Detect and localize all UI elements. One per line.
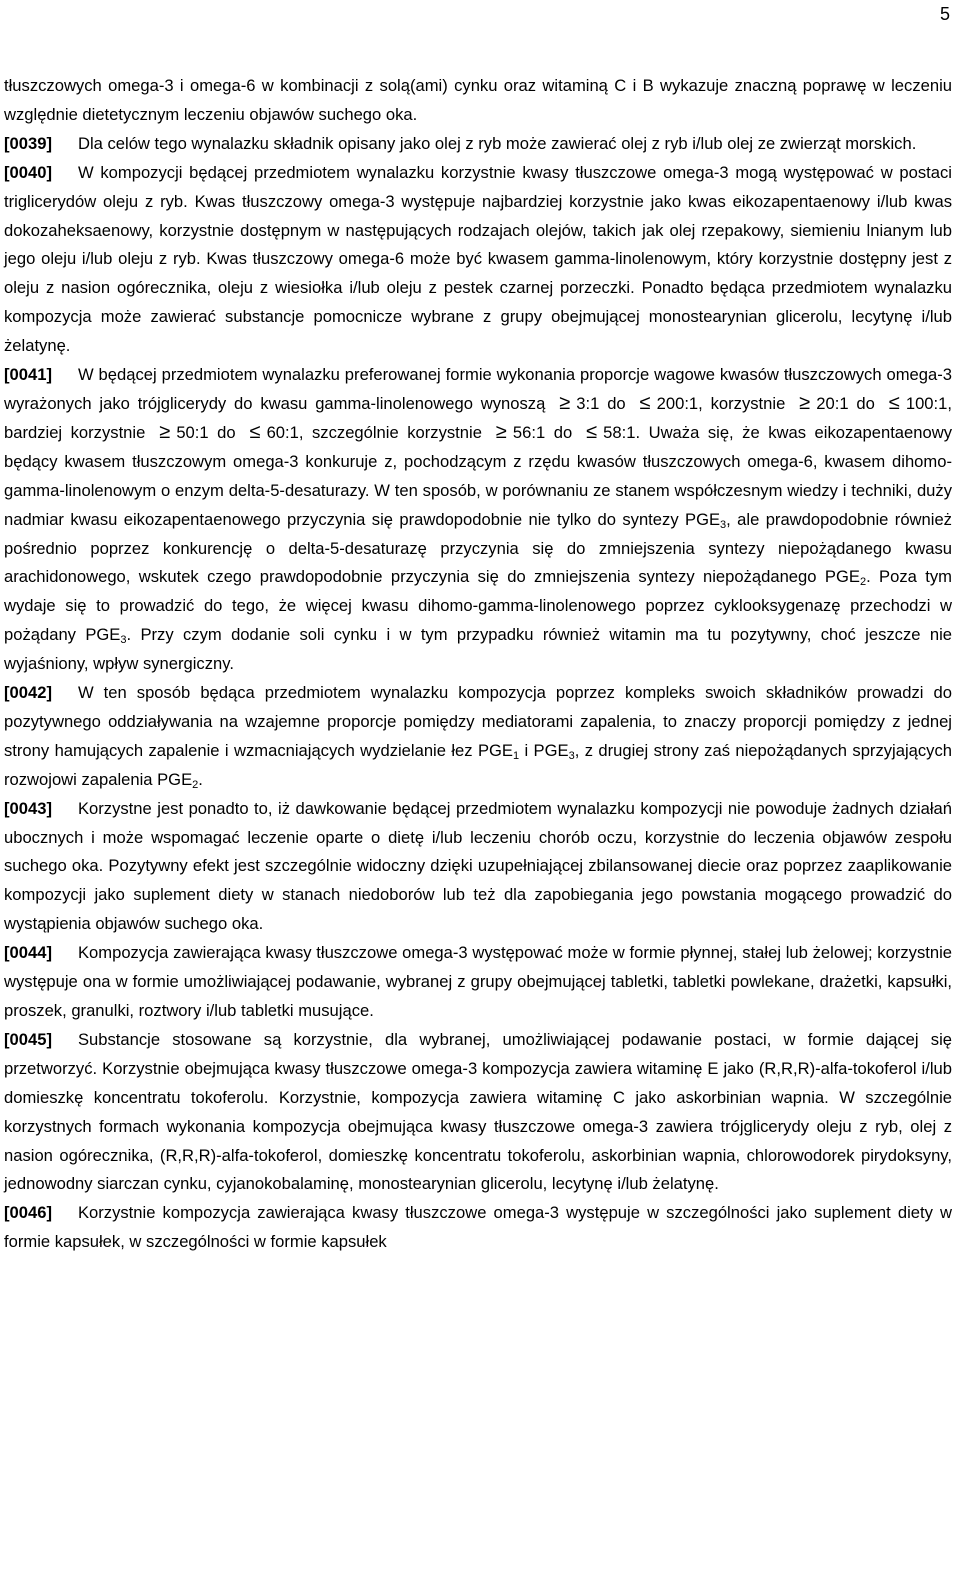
paragraph-0042 — [4, 679, 952, 795]
paragraph-0040 — [4, 159, 952, 361]
paragraph-0043 — [4, 795, 952, 940]
paragraph-number: [0044] — [4, 943, 52, 963]
ratio-ge-2: ≥ 20:1 do — [785, 394, 875, 413]
page-number: 5 — [940, 4, 951, 24]
subscript: 1 — [512, 749, 520, 762]
paragraph-text: . Poza tym wydaje się to prowadzić do tego, że więcej kwasu dihomo-gamma-linolenowego poprzez cyklooksygenazę przechodzi w pożądany PGE — [4, 567, 952, 645]
paragraph-number: [0039] — [4, 133, 52, 153]
paragraph-intro: tłuszczowych omega-3 i omega-6 w kombinacji z solą(ami) cynku oraz witaminą C i B wykazuje znaczną poprawę w leczeniu względnie dietetycznym leczeniu objawów suchego oka. — [4, 76, 952, 124]
paragraph-0044 — [4, 939, 952, 1026]
paragraph-number: [0040] — [4, 162, 52, 182]
paragraph-number: [0043] — [4, 798, 52, 818]
paragraph-0039 — [4, 130, 952, 159]
paragraph-0046 — [4, 1199, 952, 1257]
paragraph-text: W ten sposób będąca przedmiotem wynalazku kompozycja poprzez kompleks swoich składników prowadzi do pozytywnego oddziaływania na wzajemne proporcje pomiędzy mediatorami zapalenia, to znaczy proporcji pomiędzy z jednej strony hamujących zapalenie i wzmacniających wydzielanie łez PGE — [4, 683, 952, 760]
paragraph-0045 — [4, 1026, 952, 1199]
ratio-le-1: ≤ 200:1, korzystnie — [626, 394, 786, 413]
subscript: 3 — [120, 634, 127, 647]
ratio-ge-1: ≥ 3:1 do — [545, 394, 625, 413]
paragraph-number: [0045] — [4, 1029, 52, 1049]
paragraph-text: Korzystne jest ponadto to, iż dawkowanie będącej przedmiotem wynalazku kompozycji nie powoduje żadnych działań ubocznych i może wspomagać leczenie oparte o dietę i/lub leczeniu chorób oczu, korzystnie do leczenia objawów zespołu suchego oka. Pozytywny efekt jest szczególnie widoczny dzięki uzupełniającej zbilansowanej diecie oraz poprzez zaaplikowanie kompozycji jako suplement diety w stanach niedoborów lub też dla zapobiegania jego powstania mogącego prowadzić do wystąpienia objawów suchego oka. — [4, 798, 952, 934]
ratio-le-2: ≤ 100:1, bardziej korzystnie — [4, 394, 952, 442]
paragraph-text: . Przy czym dodanie soli cynku i w tym przypadku również witamin ma tu pozytywny, choć jeszcze nie wyjaśniony, wpływ synergiczny. — [4, 625, 952, 674]
paragraph-text: W kompozycji będącej przedmiotem wynalazku korzystnie kwasy tłuszczowe omega-3 mogą występować w postaci triglicerydów oleju z ryb. Kwas tłuszczowy omega-3 występuje najbardziej korzystnie jako kwas eikozapentaenowy i/lub kwas dokozaheksaenowy, korzystnie dostępnym w następujących rodzajach olejów, takich jak olej rzepakowy, siemieniu lnianym lub jego oleju i/lub oleju z ryb. Kwas tłuszczowy omega-6 może być kwasem gamma-linolenowym, który korzystnie dostępny jest z oleju z nasion ogórecznika, oleju z wiesiołka i/lub oleju z pestek czarnej porzeczki. Ponadto będąca przedmiotem wynalazku kompozycja może zawierać substancje pomocnicze wybrane z grupy obejmującej monostearynian glicerolu, lecytynę i/lub żelatynę. — [4, 162, 952, 356]
ratio-ge-4: ≥ 56:1 do — [482, 423, 572, 442]
paragraph-text: Korzystnie kompozycja zawierająca kwasy tłuszczowe omega-3 występuje w szczególności jako suplement diety w formie kapsułek, w szczególności w formie kapsułek — [4, 1203, 952, 1252]
paragraph-text: Kompozycja zawierająca kwasy tłuszczowe omega-3 występować może w formie płynnej, stałej lub żelowej; korzystnie występuje ona w formie umożliwiającej podawanie, wybranej z grupy obejmującej tabletki, tabletki powlekane, drażetki, kapsułki, proszek, granulki, roztwory i/lub tabletki musujące. — [4, 943, 952, 1020]
ratio-ge-3: ≥ 50:1 do — [145, 423, 235, 442]
document-body — [4, 72, 952, 1257]
paragraph-number: [0042] — [4, 683, 52, 703]
paragraph-0041 — [4, 361, 952, 679]
paragraph-text: Dla celów tego wynalazku składnik opisany jako olej z ryb może zawierać olej z ryb i/lub olej ze zwierząt morskich. — [77, 133, 917, 153]
ratio-le-3: ≤ 60:1, szczególnie korzystnie — [236, 423, 482, 442]
subscript: 2 — [192, 778, 199, 791]
subscript: 2 — [859, 576, 867, 589]
subscript: 3 — [720, 518, 727, 531]
paragraph-text: . — [198, 769, 203, 789]
ratio-le-4: ≤ 58:1. Uważa się, że kwas eikozapentaenowy będący kwasem tłuszczowym omega-3 konkuruje z, pochodzącym z rzędu kwasów tłuszczowych omega-6, kwasem dihomo-gamma-linolenowym o enzym delta-5-desaturazy. W ten sposób, w porównaniu ze stanem współczesnym wiedzy i techniki, duży nadmiar kwasu eikozapentaenowego przyczynia się prawdopodobnie nie tylko do syntezy PGE — [4, 423, 952, 529]
paragraph-text: W będącej przedmiotem wynalazku preferowanej formie wykonania proporcje wagowe kwasów tłuszczowych omega-3 wyrażonych jako trójglicerydy do kwasu gamma-linolenowego wynoszą — [4, 365, 952, 413]
paragraph-number: [0041] — [4, 365, 52, 385]
paragraph-text: , ale prawdopodobnie również pośrednio poprzez konkurencję o delta-5-desaturazę przyczynia się do zmniejszenia syntezy niepożądanego kwasu arachidonowego, wskutek czego prawdopodobnie przyczynia się do zmniejszenia syntezy niepożądanego PGE — [4, 509, 952, 587]
subscript: 3 — [568, 749, 575, 762]
paragraph-text: Substancje stosowane są korzystnie, dla wybranej, umożliwiającej podawanie postaci, w formie dającej się przetworzyć. Korzystnie obejmująca kwasy tłuszczowe omega-3 kompozycja zawiera witaminę E jako (R,R,R)-alfa-tokoferol i/lub domieszkę koncentratu tokoferolu. Korzystnie, kompozycja zawiera witaminę C jako askorbinian wapnia. W szczególnie korzystnych formach wykonania kompozycja obejmująca kwasy tłuszczowe omega-3 zawiera trójglicerydy oleju z ryb, olej z nasion ogórecznika, (R,R,R)-alfa-tokoferol, domieszkę koncentratu tokoferolu, askorbinian wapnia, chlorowodorek pirydoksyny, jednowodny siarczan cynku, cyjanokobalaminę, monostearynian glicerolu, lecytynę i/lub żelatynę. — [4, 1029, 952, 1194]
paragraph-text: i PGE — [519, 740, 569, 760]
paragraph-number: [0046] — [4, 1203, 52, 1223]
paragraph-text: , z drugiej strony zaś niepożądanych sprzyjających rozwojowi zapalenia PGE — [4, 740, 952, 789]
